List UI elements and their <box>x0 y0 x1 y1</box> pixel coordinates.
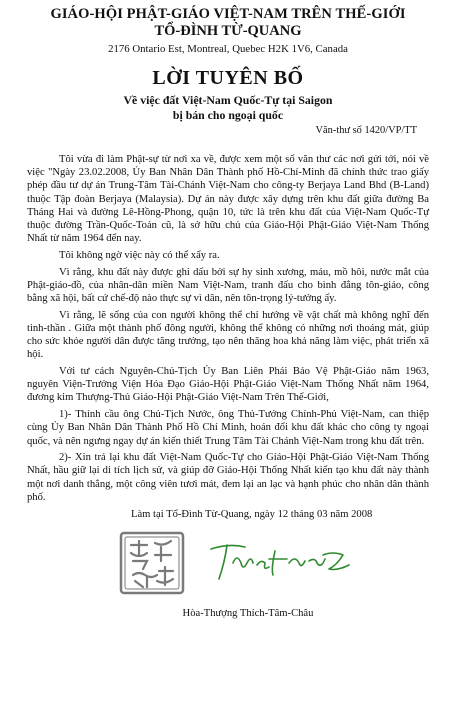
document-subtitle-line2: bị bán cho ngoại quốc <box>172 108 284 122</box>
signature-block <box>27 527 429 607</box>
paragraph-request-1: 1)- Thỉnh cầu ông Chủ-Tịch Nước, ông Thủ-Tướng Chính-Phủ Việt-Nam, can thiệp cùng Ủy Ban Nhân Dân Thành Phố Hồ Chí Minh, hoán đổi khu đất khác cho công ty ngoại quốc, và nên ngưng ngay dự án kiến thiết Trung Tâm Tài Chánh Việt-Nam trong khu đất trên. <box>27 409 429 447</box>
paragraph-request-2: 2)- Xin trả lại khu đất Việt-Nam Quốc-Tự cho Giáo-Hội Phật-Giáo Việt-Nam Thống Nhất, hầu giữ lại di tích lịch sử, và giúp đỡ Giáo-Hội Thống Nhất kiến tạo khu đất này thành một nơi danh thắng, một công viên tươi mát, đem lại an lạc và hạnh phúc cho nhân dân thành phố. <box>27 452 429 503</box>
temple-name: TỔ-ĐÌNH TỪ-QUANG <box>154 23 302 39</box>
paragraph-reason-2: Vì rằng, lẽ sống của con người không thể chỉ hướng về vật chất mà không nghĩ đến tinh-thần . Giữa một thành phố đông người, không thể không có những nơi thoáng mát, giúp cho sức khỏe người dân được tăng trưởng, tạo nên thăng hoa khả năng làm việc, phát triển xã hội. <box>27 309 429 361</box>
document-subtitle-line1: Về việc đất Việt-Nam Quốc-Tự tại Saigon <box>123 93 333 107</box>
paragraph-surprise: Tôi không ngờ việc này có thể xẩy ra. <box>59 249 220 261</box>
document-title: LỜI TUYÊN BỐ <box>152 67 304 89</box>
organization-name: GIÁO-HỘI PHẬT-GIÁO VIỆT-NAM TRÊN THẾ-GIỚI <box>50 6 406 22</box>
paragraph-reason-1: Vì rằng, khu đất này được ghi dấu bởi sự hy sinh xương, máu, mồ hôi, nước mắt của Phật-giáo-đồ, của nhân-dân miền Nam Việt-Nam, tranh đấu cho bình đẳng tôn-giáo, công bằng xã hội, bất cứ chế-độ nào thực sự vì dân, nên tôn-trọng lý-tưởng ấy. <box>27 266 429 305</box>
reference-number: Văn-thư số 1420/VP/TT <box>315 125 417 136</box>
signature-icon <box>205 541 355 587</box>
seal-stamp-icon <box>119 531 185 595</box>
paragraph-capacity: Với tư cách Nguyên-Chủ-Tịch Ủy Ban Liên Phái Bảo Vệ Phật-Giáo năm 1963, nguyên Viện-Trưởng Viện Hóa Đạo Giáo-Hội Phật-Giáo Việt-Nam Thống Nhất năm 1964, đương kim Thượng-Thủ Giáo-Hội Phật-Giáo Việt-Nam Trên Thế-Giới, <box>27 366 429 404</box>
paragraph-intro: Tôi vừa đi làm Phật-sự từ nơi xa về, được xem một số văn thư các nơi gửi tới, nói về việc "Ngày 23.02.2008, Ủy Ban Nhân Dân Thành phố Hồ-Chí-Minh đã chính thức trao giấy phép đầu tư dự án Trung-Tâm Tài-Chánh Việt-Nam cho công-ty Berjaya Land Bhd (B-Land) thuộc Tập đoàn Berjaya (Malaysia). Dự án này được xây dựng trên khu đất giữa đường Ba Tháng Hai và đường Lê-Hồng-Phong, quận 10, tức là trên khu đất của Việt-Nam Quốc-Tự thuộc đường Trần-Quốc-Toản cũ, là sở hữu chủ của Giáo-Hội Phật-Giáo Việt-Nam Thống Nhất từ năm 1964 đến nay. <box>27 154 429 245</box>
place-and-date: Làm tại Tổ-Đình Từ-Quang, ngày 12 tháng 03 năm 2008 <box>131 509 373 521</box>
document-body <box>27 153 429 504</box>
signer-name: Hòa-Thượng Thích-Tâm-Châu <box>182 608 314 620</box>
address: 2176 Ontario Est, Montreal, Quebec H2K 1V6, Canada <box>108 43 348 55</box>
